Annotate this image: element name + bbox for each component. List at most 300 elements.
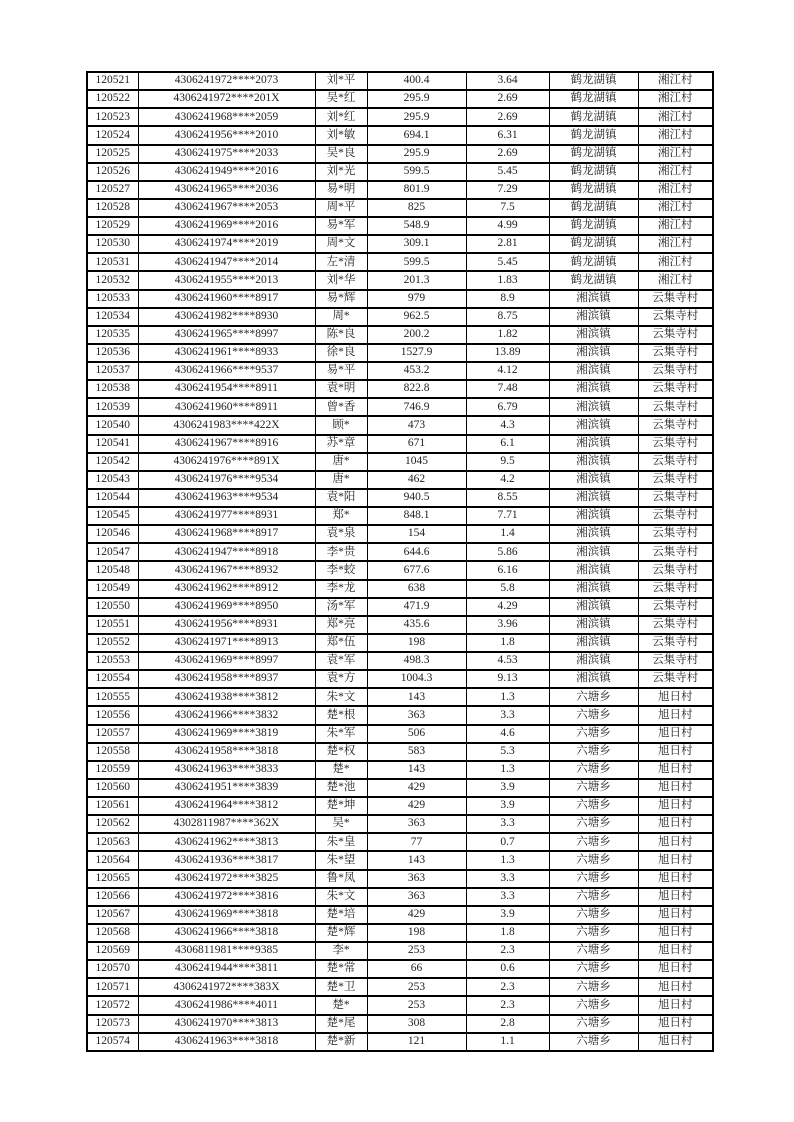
table-row [87,453,713,471]
town-cell: 鹤龙湖镇 [549,253,638,271]
area-cell: 2.81 [466,235,549,253]
amount-cell: 201.3 [367,271,466,289]
table-row [87,471,713,489]
seq-cell: 120528 [87,199,138,217]
town-cell: 六塘乡 [549,924,638,942]
area-cell: 1.82 [466,326,549,344]
id-number-cell: 4306241938****3812 [138,688,315,706]
town-cell: 鹤龙湖镇 [549,163,638,181]
village-cell: 湘江村 [638,235,713,253]
area-cell: 5.45 [466,163,549,181]
seq-cell: 120527 [87,181,138,199]
name-cell: 朱*军 [315,725,367,743]
amount-cell: 198 [367,634,466,652]
amount-cell: 1045 [367,453,466,471]
area-cell: 5.86 [466,543,549,561]
id-number-cell: 4306241965****8997 [138,326,315,344]
area-cell: 2.3 [466,978,549,996]
table-row [87,996,713,1014]
seq-cell: 120533 [87,290,138,308]
id-number-cell: 4306241977****8931 [138,507,315,525]
table-row [87,706,713,724]
name-cell: 苏*章 [315,435,367,453]
table-row [87,145,713,163]
town-cell: 六塘乡 [549,1015,638,1033]
name-cell: 鲁*凤 [315,870,367,888]
name-cell: 楚*池 [315,779,367,797]
amount-cell: 200.2 [367,326,466,344]
area-cell: 3.3 [466,706,549,724]
seq-cell: 120522 [87,90,138,108]
seq-cell: 120559 [87,761,138,779]
area-cell: 3.9 [466,906,549,924]
amount-cell: 400.4 [367,72,466,90]
id-number-cell: 4306241974****2019 [138,235,315,253]
town-cell: 湘滨镇 [549,652,638,670]
table-row [87,743,713,761]
amount-cell: 583 [367,743,466,761]
id-number-cell: 4306241947****8918 [138,543,315,561]
town-cell: 湘滨镇 [549,308,638,326]
area-cell: 4.12 [466,362,549,380]
name-cell: 袁*方 [315,670,367,688]
town-cell: 鹤龙湖镇 [549,145,638,163]
amount-cell: 429 [367,797,466,815]
village-cell: 旭日村 [638,743,713,761]
amount-cell: 363 [367,870,466,888]
table-row [87,978,713,996]
area-cell: 7.5 [466,199,549,217]
area-cell: 2.69 [466,90,549,108]
id-number-cell: 4306241968****8917 [138,525,315,543]
id-number-cell: 4306241949****2016 [138,163,315,181]
seq-cell: 120574 [87,1033,138,1051]
id-number-cell: 4306241976****891X [138,453,315,471]
table-row [87,725,713,743]
village-cell: 云集寺村 [638,561,713,579]
name-cell: 左*清 [315,253,367,271]
seq-cell: 120535 [87,326,138,344]
area-cell: 3.3 [466,888,549,906]
table-row [87,942,713,960]
name-cell: 周*平 [315,199,367,217]
name-cell: 楚*辉 [315,924,367,942]
amount-cell: 599.5 [367,253,466,271]
amount-cell: 822.8 [367,380,466,398]
seq-cell: 120553 [87,652,138,670]
amount-cell: 253 [367,978,466,996]
table-row [87,924,713,942]
village-cell: 云集寺村 [638,435,713,453]
area-cell: 2.69 [466,145,549,163]
town-cell: 湘滨镇 [549,326,638,344]
town-cell: 湘滨镇 [549,416,638,434]
town-cell: 六塘乡 [549,1033,638,1051]
area-cell: 1.1 [466,1033,549,1051]
id-number-cell: 4306241969****3818 [138,906,315,924]
amount-cell: 143 [367,761,466,779]
town-cell: 六塘乡 [549,906,638,924]
seq-cell: 120539 [87,398,138,416]
seq-cell: 120526 [87,163,138,181]
amount-cell: 154 [367,525,466,543]
name-cell: 易*辉 [315,290,367,308]
id-number-cell: 4306241965****2036 [138,181,315,199]
seq-cell: 120564 [87,851,138,869]
village-cell: 旭日村 [638,1033,713,1051]
town-cell: 六塘乡 [549,960,638,978]
amount-cell: 453.2 [367,362,466,380]
town-cell: 六塘乡 [549,978,638,996]
seq-cell: 120521 [87,72,138,90]
id-number-cell: 4306241963****3818 [138,1033,315,1051]
town-cell: 鹤龙湖镇 [549,181,638,199]
area-cell: 3.9 [466,797,549,815]
amount-cell: 143 [367,688,466,706]
amount-cell: 429 [367,779,466,797]
amount-cell: 801.9 [367,181,466,199]
town-cell: 六塘乡 [549,743,638,761]
area-cell: 3.96 [466,616,549,634]
village-cell: 湘江村 [638,72,713,90]
amount-cell: 694.1 [367,126,466,144]
amount-cell: 295.9 [367,145,466,163]
village-cell: 湘江村 [638,90,713,108]
area-cell: 6.1 [466,435,549,453]
name-cell: 袁*泉 [315,525,367,543]
table-row [87,72,713,90]
area-cell: 13.89 [466,344,549,362]
town-cell: 鹤龙湖镇 [549,72,638,90]
amount-cell: 435.6 [367,616,466,634]
area-cell: 5.45 [466,253,549,271]
name-cell: 楚* [315,996,367,1014]
amount-cell: 253 [367,996,466,1014]
id-number-cell: 4306241972****3816 [138,888,315,906]
town-cell: 鹤龙湖镇 [549,271,638,289]
id-number-cell: 4306241982****8930 [138,308,315,326]
amount-cell: 473 [367,416,466,434]
name-cell: 陈*良 [315,326,367,344]
village-cell: 云集寺村 [638,398,713,416]
name-cell: 曾*香 [315,398,367,416]
amount-cell: 363 [367,888,466,906]
area-cell: 1.8 [466,634,549,652]
town-cell: 鹤龙湖镇 [549,235,638,253]
table-row [87,398,713,416]
village-cell: 云集寺村 [638,507,713,525]
town-cell: 湘滨镇 [549,453,638,471]
amount-cell: 506 [367,725,466,743]
village-cell: 云集寺村 [638,326,713,344]
amount-cell: 677.6 [367,561,466,579]
village-cell: 云集寺村 [638,489,713,507]
table-row [87,906,713,924]
village-cell: 云集寺村 [638,634,713,652]
area-cell: 7.71 [466,507,549,525]
village-cell: 旭日村 [638,888,713,906]
amount-cell: 848.1 [367,507,466,525]
amount-cell: 363 [367,706,466,724]
village-cell: 云集寺村 [638,308,713,326]
id-number-cell: 4306241947****2014 [138,253,315,271]
name-cell: 楚* [315,761,367,779]
table-row [87,652,713,670]
town-cell: 六塘乡 [549,706,638,724]
town-cell: 鹤龙湖镇 [549,108,638,126]
town-cell: 湘滨镇 [549,561,638,579]
id-number-cell: 4306241967****2053 [138,199,315,217]
area-cell: 1.3 [466,851,549,869]
name-cell: 楚*尾 [315,1015,367,1033]
id-number-cell: 4306241972****201X [138,90,315,108]
area-cell: 6.31 [466,126,549,144]
area-cell: 0.7 [466,833,549,851]
name-cell: 刘*红 [315,108,367,126]
name-cell: 朱*文 [315,688,367,706]
town-cell: 湘滨镇 [549,489,638,507]
seq-cell: 120551 [87,616,138,634]
area-cell: 8.55 [466,489,549,507]
village-cell: 湘江村 [638,163,713,181]
table-row [87,616,713,634]
name-cell: 楚*根 [315,706,367,724]
seq-cell: 120538 [87,380,138,398]
area-cell: 5.8 [466,580,549,598]
table-row [87,833,713,851]
name-cell: 吴* [315,815,367,833]
id-number-cell: 4306241955****2013 [138,271,315,289]
amount-cell: 1527.9 [367,344,466,362]
seq-cell: 120542 [87,453,138,471]
village-cell: 旭日村 [638,779,713,797]
seq-cell: 120558 [87,743,138,761]
area-cell: 2.3 [466,996,549,1014]
name-cell: 刘*华 [315,271,367,289]
id-number-cell: 4306241969****8950 [138,598,315,616]
table-row [87,362,713,380]
amount-cell: 644.6 [367,543,466,561]
amount-cell: 363 [367,815,466,833]
area-cell: 8.9 [466,290,549,308]
village-cell: 旭日村 [638,924,713,942]
village-cell: 旭日村 [638,978,713,996]
town-cell: 六塘乡 [549,797,638,815]
seq-cell: 120573 [87,1015,138,1033]
id-number-cell: 4306241972****2073 [138,72,315,90]
id-number-cell: 4306241963****9534 [138,489,315,507]
area-cell: 4.29 [466,598,549,616]
amount-cell: 143 [367,851,466,869]
town-cell: 六塘乡 [549,833,638,851]
table-row [87,561,713,579]
name-cell: 唐* [315,471,367,489]
area-cell: 1.83 [466,271,549,289]
area-cell: 1.4 [466,525,549,543]
id-number-cell: 4306241967****8916 [138,435,315,453]
table-row [87,253,713,271]
name-cell: 汤*军 [315,598,367,616]
village-cell: 旭日村 [638,870,713,888]
id-number-cell: 4302811987****362X [138,815,315,833]
name-cell: 李* [315,942,367,960]
village-cell: 云集寺村 [638,416,713,434]
amount-cell: 746.9 [367,398,466,416]
table-row [87,108,713,126]
id-number-cell: 4306241969****2016 [138,217,315,235]
table-row [87,126,713,144]
town-cell: 湘滨镇 [549,525,638,543]
table-row [87,870,713,888]
name-cell: 刘*光 [315,163,367,181]
amount-cell: 825 [367,199,466,217]
town-cell: 六塘乡 [549,779,638,797]
name-cell: 李*贵 [315,543,367,561]
name-cell: 易*明 [315,181,367,199]
town-cell: 六塘乡 [549,761,638,779]
village-cell: 旭日村 [638,815,713,833]
seq-cell: 120569 [87,942,138,960]
seq-cell: 120540 [87,416,138,434]
village-cell: 旭日村 [638,797,713,815]
seq-cell: 120555 [87,688,138,706]
village-cell: 湘江村 [638,126,713,144]
area-cell: 3.9 [466,779,549,797]
area-cell: 6.79 [466,398,549,416]
town-cell: 六塘乡 [549,815,638,833]
name-cell: 楚*坤 [315,797,367,815]
name-cell: 楚*新 [315,1033,367,1051]
id-number-cell: 4306241969****3819 [138,725,315,743]
name-cell: 楚*卫 [315,978,367,996]
seq-cell: 120532 [87,271,138,289]
area-cell: 2.8 [466,1015,549,1033]
table-row [87,308,713,326]
seq-cell: 120544 [87,489,138,507]
seq-cell: 120524 [87,126,138,144]
village-cell: 旭日村 [638,725,713,743]
amount-cell: 498.3 [367,652,466,670]
seq-cell: 120547 [87,543,138,561]
seq-cell: 120548 [87,561,138,579]
id-number-cell: 4306241975****2033 [138,145,315,163]
name-cell: 易*平 [315,362,367,380]
table-row [87,163,713,181]
seq-cell: 120536 [87,344,138,362]
id-number-cell: 4306241962****3813 [138,833,315,851]
seq-cell: 120552 [87,634,138,652]
name-cell: 吴*良 [315,145,367,163]
table-row [87,1015,713,1033]
village-cell: 云集寺村 [638,453,713,471]
area-cell: 3.3 [466,870,549,888]
area-cell: 9.13 [466,670,549,688]
village-cell: 云集寺村 [638,380,713,398]
id-number-cell: 4306241961****8933 [138,344,315,362]
name-cell: 李*龙 [315,580,367,598]
amount-cell: 940.5 [367,489,466,507]
village-cell: 湘江村 [638,145,713,163]
table-row [87,688,713,706]
village-cell: 旭日村 [638,942,713,960]
id-number-cell: 4306241969****8997 [138,652,315,670]
amount-cell: 309.1 [367,235,466,253]
town-cell: 湘滨镇 [549,435,638,453]
table-row [87,235,713,253]
area-cell: 4.53 [466,652,549,670]
area-cell: 4.99 [466,217,549,235]
town-cell: 六塘乡 [549,942,638,960]
area-cell: 5.3 [466,743,549,761]
name-cell: 袁*明 [315,380,367,398]
name-cell: 朱*皇 [315,833,367,851]
table-row [87,90,713,108]
seq-cell: 120554 [87,670,138,688]
area-cell: 7.29 [466,181,549,199]
subsidy-record-table [86,71,714,1052]
village-cell: 云集寺村 [638,652,713,670]
name-cell: 楚*常 [315,960,367,978]
area-cell: 4.2 [466,471,549,489]
name-cell: 唐* [315,453,367,471]
amount-cell: 962.5 [367,308,466,326]
table-row [87,598,713,616]
town-cell: 湘滨镇 [549,670,638,688]
seq-cell: 120568 [87,924,138,942]
table-row [87,797,713,815]
area-cell: 1.8 [466,924,549,942]
table-row [87,181,713,199]
seq-cell: 120543 [87,471,138,489]
town-cell: 六塘乡 [549,888,638,906]
id-number-cell: 4306241986****4011 [138,996,315,1014]
seq-cell: 120572 [87,996,138,1014]
table-body [87,72,713,1051]
seq-cell: 120560 [87,779,138,797]
town-cell: 六塘乡 [549,851,638,869]
table-row [87,543,713,561]
seq-cell: 120534 [87,308,138,326]
town-cell: 湘滨镇 [549,362,638,380]
area-cell: 4.3 [466,416,549,434]
town-cell: 六塘乡 [549,996,638,1014]
seq-cell: 120545 [87,507,138,525]
table-row [87,779,713,797]
seq-cell: 120525 [87,145,138,163]
name-cell: 楚*权 [315,743,367,761]
table-row [87,380,713,398]
id-number-cell: 4306241964****3812 [138,797,315,815]
amount-cell: 429 [367,906,466,924]
id-number-cell: 4306241962****8912 [138,580,315,598]
id-number-cell: 4306241972****3825 [138,870,315,888]
village-cell: 云集寺村 [638,598,713,616]
amount-cell: 471.9 [367,598,466,616]
village-cell: 云集寺村 [638,580,713,598]
village-cell: 云集寺村 [638,290,713,308]
name-cell: 易*军 [315,217,367,235]
table-row [87,271,713,289]
table-row [87,634,713,652]
seq-cell: 120537 [87,362,138,380]
village-cell: 云集寺村 [638,616,713,634]
amount-cell: 66 [367,960,466,978]
area-cell: 2.69 [466,108,549,126]
name-cell: 朱*文 [315,888,367,906]
village-cell: 旭日村 [638,833,713,851]
town-cell: 湘滨镇 [549,634,638,652]
table-row [87,580,713,598]
